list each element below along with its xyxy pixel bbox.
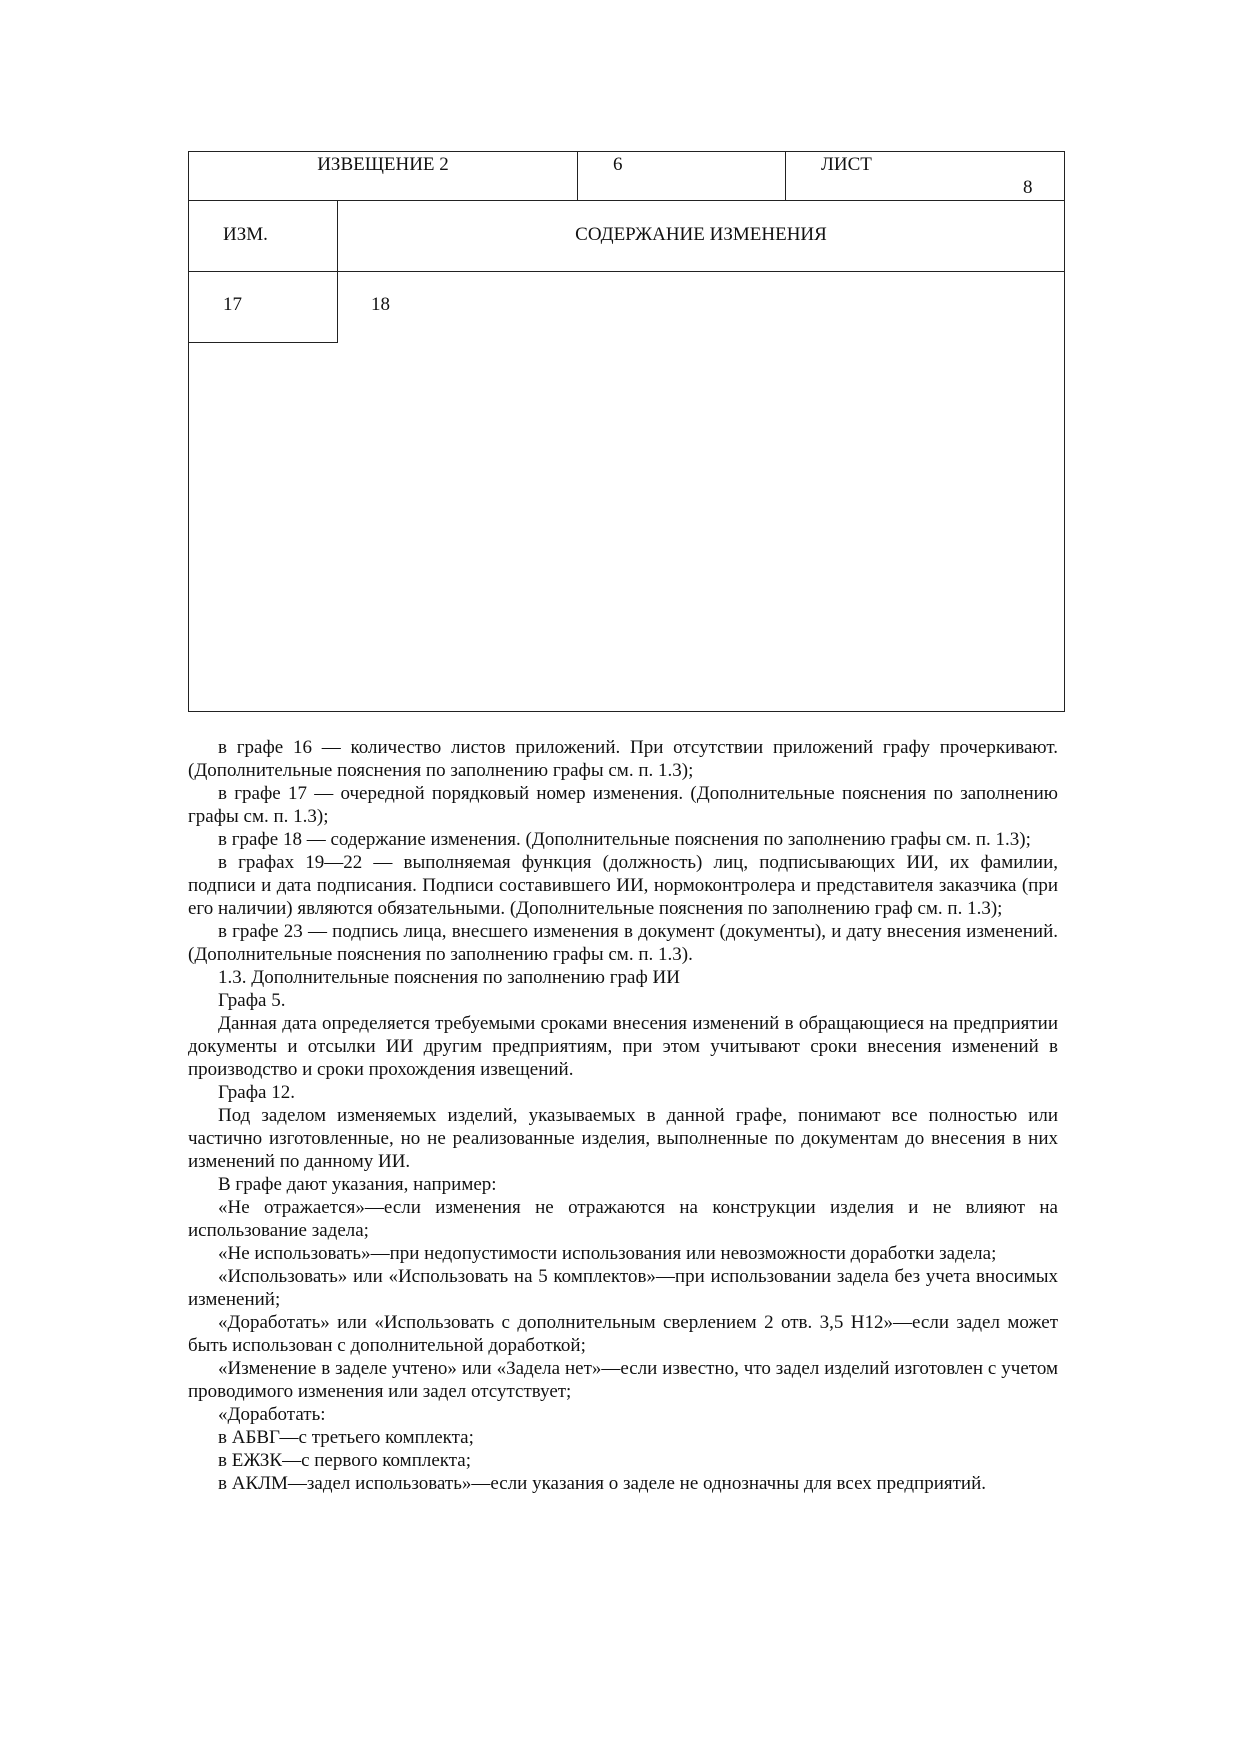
- paragraph: в графе 18 — содержание изменения. (Дополнительные пояснения по заполнению графы см. п. 1.3);: [218, 829, 1031, 850]
- subheading: Графа 12.: [218, 1082, 295, 1103]
- paragraph: В графе дают указания, например:: [218, 1174, 497, 1195]
- header-divider-1: [577, 152, 578, 200]
- paragraph: в АКЛМ—задел использовать»—если указания о заделе не однозначны для всех предприятий.: [218, 1473, 986, 1494]
- paragraph: в графе 23 — подпись лица, внесшего изменения в документ (документы), и дату внесения изменений. (Дополнительные пояснения по заполнению графы см. п. 1.3).: [188, 921, 1058, 965]
- header-row-divider: [189, 200, 1064, 201]
- header-divider-2: [785, 152, 786, 200]
- subheading: Графа 5.: [218, 990, 286, 1011]
- sheet-label: ЛИСТ: [821, 154, 872, 175]
- paragraph: «Не отражается»—если изменения не отражаются на конструкции изделия и не влияют на использование задела;: [188, 1197, 1058, 1241]
- column-divider: [337, 200, 338, 343]
- paragraph: в графе 16 — количество листов приложений. При отсутствии приложений графу прочеркивают. (Дополнительные пояснения по заполнению графы см. п. 1.3);: [188, 737, 1058, 781]
- column-header-divider: [189, 271, 1064, 272]
- paragraph: «Изменение в заделе учтено» или «Задела нет»—если известно, что задел изделий изготовлен с учетом проводимого изменения или задел отсутствует;: [188, 1358, 1058, 1402]
- section-heading: 1.3. Дополнительные пояснения по заполнению граф ИИ: [218, 967, 680, 988]
- paragraph: в графе 17 — очередной порядковый номер изменения. (Дополнительные пояснения по заполнению графы см. п. 1.3);: [188, 783, 1058, 827]
- instructions-text: [188, 736, 1058, 1495]
- paragraph: «Использовать» или «Использовать на 5 комплектов»—при использовании задела без учета вносимых изменений;: [188, 1266, 1058, 1310]
- change-number-label: ИЗМ.: [223, 224, 268, 245]
- paragraph: «Не использовать»—при недопустимости использования или невозможности доработки задела;: [218, 1243, 997, 1264]
- notice-label: ИЗВЕЩЕНИЕ 2: [317, 154, 449, 175]
- paragraph: в ЕЖЗК—с первого комплекта;: [218, 1450, 472, 1471]
- change-notice-form: [188, 151, 1065, 712]
- header-col-8: 8: [1023, 177, 1033, 198]
- column-number-17: 17: [223, 294, 242, 315]
- paragraph: в АБВГ—с третьего комплекта;: [218, 1427, 474, 1448]
- paragraph: Данная дата определяется требуемыми сроками внесения изменений в обращающиеся на предприятии документы и отсылки ИИ другим предприятиям, при этом учитывают сроки внесения изменений в производство и сроки прохождения извещений.: [188, 1013, 1058, 1080]
- paragraph: «Доработать:: [218, 1404, 326, 1425]
- number-cell-bottom: [189, 342, 338, 343]
- column-number-18: 18: [371, 294, 390, 315]
- header-col-6: 6: [613, 154, 623, 175]
- paragraph: в графах 19—22 — выполняемая функция (должность) лиц, подписывающих ИИ, их фамилии, подписи и дата подписания. Подписи составившего ИИ, нормоконтролера и представителя заказчика (при его наличии) являются обязательными. (Дополнительные пояснения по заполнению граф см. п. 1.3);: [188, 852, 1058, 919]
- change-content-label: СОДЕРЖАНИЕ ИЗМЕНЕНИЯ: [575, 224, 827, 245]
- paragraph: Под заделом изменяемых изделий, указываемых в данной графе, понимают все полностью или частично изготовленные, но не реализованные изделия, выполненные по документам до внесения в них изменений по данному ИИ.: [188, 1105, 1058, 1172]
- paragraph: «Доработать» или «Использовать с дополнительным сверлением 2 отв. 3,5 Н12»—если задел может быть использован с дополнительной доработкой;: [188, 1312, 1058, 1356]
